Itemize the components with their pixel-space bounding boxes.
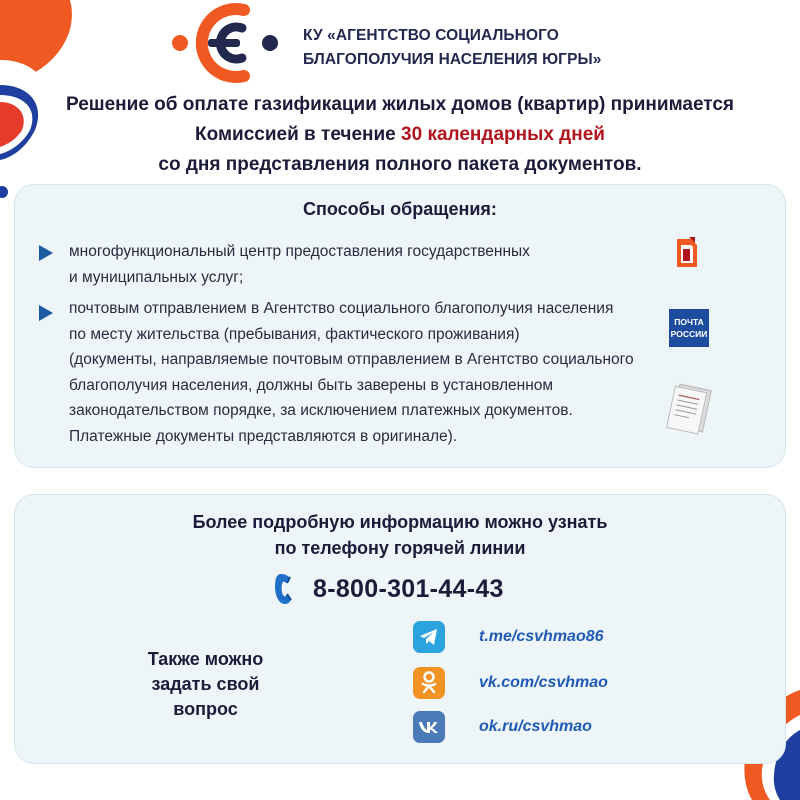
headline-line1: Решение об оплате газификации жилых домов (квартир) принимается [66, 94, 734, 115]
social-link[interactable]: t.me/csvhmao86 [479, 628, 604, 645]
odnoklassniki-icon [413, 667, 445, 699]
ask-line: Также можно [147, 649, 264, 669]
headline-line3: со дня представления полного пакета документов. [158, 154, 642, 175]
methods-card [14, 184, 786, 468]
social-odnoklassniki[interactable] [413, 667, 608, 699]
ask-line: задать свой [151, 674, 260, 694]
method-mfc-line: многофункциональный центр предоставления государственных [69, 243, 530, 260]
phone-icon [273, 572, 295, 606]
headline-line2 [40, 120, 760, 150]
agency-logo-icon [168, 2, 280, 84]
contact-title [15, 509, 785, 561]
pochta-rossii-icon [669, 309, 709, 347]
social-link[interactable]: vk.com/csvhmao [479, 674, 608, 691]
org-name [303, 24, 603, 72]
bullet-icon [39, 305, 53, 321]
method-post-line: (документы, направляемые почтовым отправлением в Агентство социального [69, 351, 634, 368]
method-post-line: почтовым отправлением в Агентство социального благополучия населения [69, 300, 614, 317]
headline [40, 90, 760, 180]
org-name-line1: КУ «АГЕНТСТВО СОЦИАЛЬНОГО [303, 27, 559, 44]
method-post-line: по месту жительства (пребывания, фактического проживания) [69, 325, 520, 343]
vk-icon [413, 711, 445, 743]
headline-deadline: 30 календарных дней [401, 124, 605, 145]
method-post-line: благополучия населения, должны быть заверены в установленном [69, 376, 554, 394]
ask-question [133, 647, 278, 722]
ask-line: вопрос [173, 699, 238, 719]
method-item-post [69, 296, 649, 449]
contact-card [14, 494, 786, 764]
mfc-icon [671, 235, 701, 271]
hotline[interactable] [273, 571, 504, 607]
telegram-icon [413, 621, 445, 653]
contact-title-line2: по телефону горячей линии [274, 538, 526, 558]
method-post-line: Платежные документы представляются в оригинале). [69, 427, 458, 445]
methods-title: Способы обращения: [303, 199, 497, 219]
social-telegram[interactable] [413, 621, 604, 653]
method-item-mfc [69, 239, 649, 290]
method-mfc-line: и муниципальных услуг; [69, 268, 244, 286]
documents-icon [665, 381, 717, 437]
headline-line2-prefix: Комиссией в течение [195, 124, 402, 145]
bullet-icon [39, 245, 53, 261]
social-link[interactable]: ok.ru/csvhmao [479, 718, 592, 735]
method-post-line: законодательством порядке, за исключением платежных документов. [69, 402, 573, 419]
social-vk[interactable] [413, 711, 592, 743]
contact-title-line1: Более подробную информацию можно узнать [192, 512, 608, 532]
org-name-line2: БЛАГОПОЛУЧИЯ НАСЕЛЕНИЯ ЮГРЫ» [303, 51, 602, 68]
pochta-label-line2: РОССИИ [670, 329, 708, 339]
phone-number[interactable]: 8-800-301-44-43 [313, 574, 504, 603]
pochta-label-line1: ПОЧТА [674, 317, 704, 327]
